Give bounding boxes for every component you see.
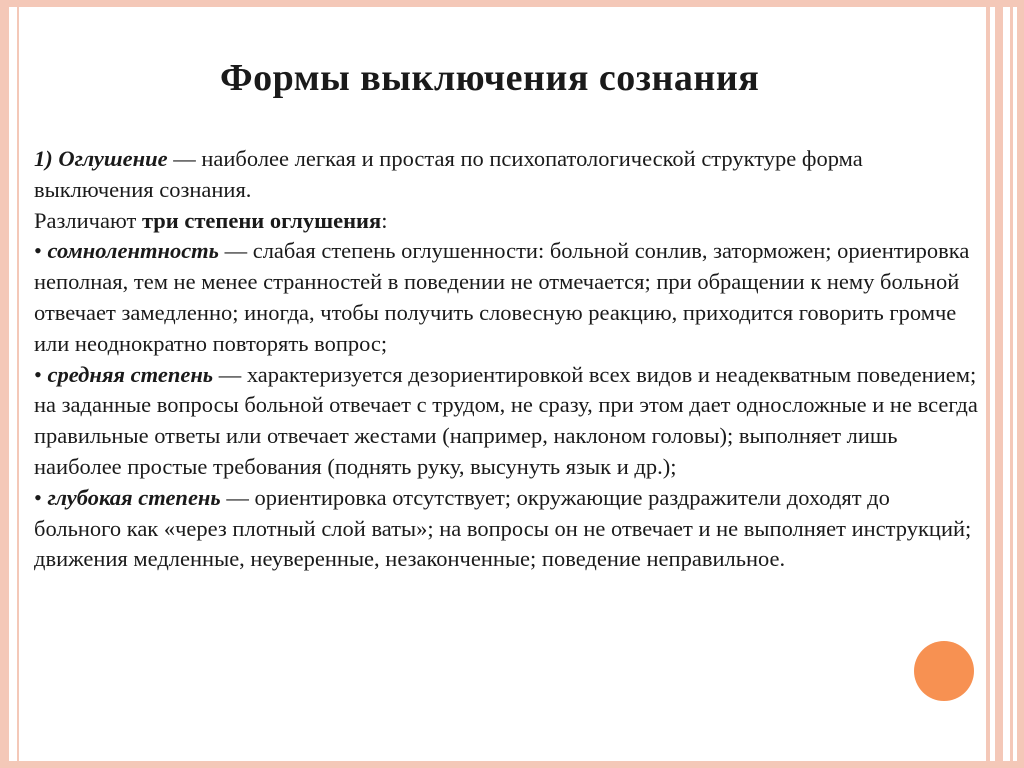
bullet-text: — характеризуется дезориентировкой всех видов и неадекватным поведением; на заданные вопросы больной отвечает с трудом, не сразу, при этом дает односложные и не всегда правильные ответы или отвечает жестами (например, наклоном головы); выполняет лишь наиболее простые требования (поднять руку, высунуть язык и др.); [34,361,978,479]
bullet-marker: • [34,361,48,387]
bullet-term: глубокая степень [47,484,221,510]
slide-body [34,144,979,575]
left-inner-border-line [17,0,19,768]
right-border-stripe-4 [1017,0,1024,768]
bullet-somnolence [34,236,979,359]
item-1-number: 1) [34,146,53,171]
bullet-term: средняя степень [47,361,214,387]
bullet-marker: • [34,238,48,264]
right-border-stripe-3 [1010,0,1013,768]
item-1-definition: — наиболее легкая и простая по психопатологической структуре форма выключения сознания. [34,146,863,202]
bullet-medium-degree [34,360,979,483]
bullet-text: — слабая степень оглушенности: больной сонлив, заторможен; ориентировка неполная, тем не менее странностей в поведении не отмечается; при обращении к нему больной отвечает замедленно; иногда, чтобы получить словесную реакцию, приходится говорить громче или неоднократно повторять вопрос; [34,238,970,356]
slide-title: Формы выключения сознания [220,57,760,99]
bullet-deep-degree [34,483,979,575]
degrees-intro-tail: : [381,207,388,233]
top-border-stripe [0,0,1024,7]
right-border-stripe-2 [995,0,1003,768]
degrees-intro-bold: три степени оглушения [141,207,382,233]
item-1-term: Оглушение [58,146,168,171]
degrees-intro-paragraph [34,206,979,237]
item-1-paragraph [34,144,979,206]
bottom-border-stripe [0,761,1024,768]
bullet-marker: • [34,484,48,510]
bullet-text: — ориентировка отсутствует; окружающие раздражители доходят до больного как «через плотный слой ваты»; на вопросы он не отвечает и не выполняет инструкций; движения медленные, неуверенные, незаконченные; поведение неправильное. [34,484,972,572]
degrees-intro-lead: Различают [34,207,142,233]
bullet-term: сомнолентность [47,238,219,264]
left-border-stripe [0,0,9,768]
right-border-stripe-1 [986,0,990,768]
orange-circle-decoration [914,641,974,701]
